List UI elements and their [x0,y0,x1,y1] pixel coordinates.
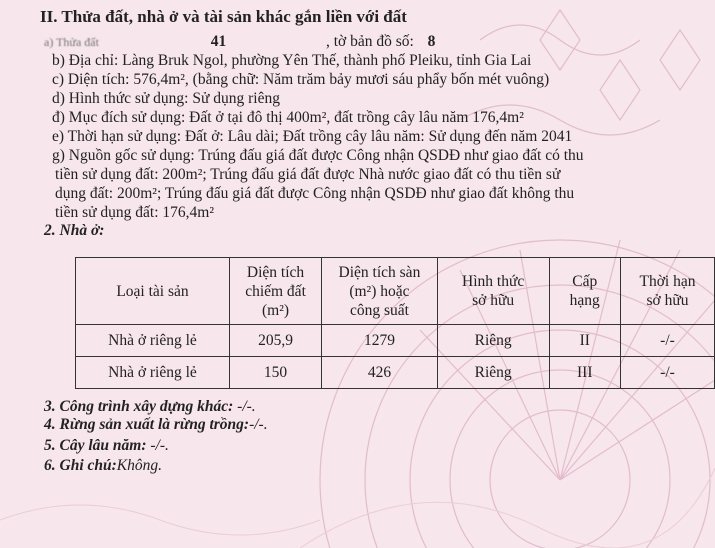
forest-line [44,416,268,434]
note-value: Không. [116,457,162,474]
origin-line: tiền sử dụng đất: 200m²; Trúng đấu giá đất được Nhà nước giao đất có thu tiền sử [55,166,561,183]
usage-form-line: d) Hình thức sử dụng: Sử dụng riêng [52,90,280,107]
cell-ownership-term: -/- [620,357,714,389]
origin-line: g) Nguồn gốc sử dụng: Trúng đấu giá đất được Công nhận QSDĐ như giao đất có thu [52,147,584,164]
cell-land-area: 205,9 [229,325,321,357]
term-line: e) Thời hạn sử dụng: Đất ở: Lâu dài; Đất trồng cây lâu năm: Sử dụng đến năm 2041 [52,128,573,145]
cell-land-area: 150 [229,357,321,389]
table-header-row [76,258,715,325]
note-label: 6. Ghi chú: [44,457,117,474]
cell-asset-type: Nhà ở riêng lẻ [76,325,230,357]
table-row [76,325,715,357]
cell-floor-area: 1279 [322,325,438,357]
header-ownership-term: Thời hạn sở hữu [620,258,714,325]
housing-table [75,257,715,389]
origin-line: tiền sử dụng đất: 176,4m² [55,204,214,221]
parcel-number: 41 [210,33,227,50]
cell-grade: II [549,325,620,357]
table-row [76,357,715,389]
perennial-line [44,437,169,455]
forest-label: 4. Rừng sản xuất là rừng trồng: [44,416,250,433]
area-line: c) Diện tích: 576,4m², (bằng chữ: Năm trăm bảy mươi sáu phẩy bốn mét vuông) [52,71,550,88]
header-asset-type: Loại tài sản [76,258,230,325]
note-line [44,457,162,475]
cell-ownership-form: Riêng [437,325,549,357]
header-ownership-form: Hình thức sở hữu [437,258,549,325]
parcel-line [44,33,435,51]
other-works-line [44,398,256,416]
cell-ownership-term: -/- [620,325,714,357]
parcel-label: a) Thửa đất [44,35,99,49]
housing-section-title: 2. Nhà ở: [44,222,105,239]
origin-line: dụng đất: 200m²; Trúng đấu giá đất được Công nhận QSDĐ như giao đất không thu [55,185,575,202]
purpose-line: đ) Mục đích sử dụng: Đất ở tại đô thị 400m², đất trồng cây lâu năm 176,4m² [52,109,524,126]
address-line: b) Địa chỉ: Làng Bruk Ngol, phường Yên Thế, thành phố Pleiku, tỉnh Gia Lai [52,52,532,69]
header-grade: Cấp hạng [549,258,620,325]
cell-ownership-form: Riêng [437,357,549,389]
cell-grade: III [549,357,620,389]
perennial-label: 5. Cây lâu năm: [44,437,147,454]
map-sheet-number: 8 [427,33,436,50]
forest-value: -/-. [249,416,268,433]
perennial-value: -/-. [146,437,169,454]
map-sheet-label: , tờ bản đồ số: [325,33,414,50]
other-works-value: -/-. [233,398,256,415]
cell-floor-area: 426 [322,357,438,389]
section-heading: II. Thửa đất, nhà ở và tài sản khác gắn liền với đất [40,7,407,26]
other-works-label: 3. Công trình xây dựng khác: [44,398,234,415]
header-land-area: Diện tích chiếm đất (m²) [229,258,321,325]
header-floor-area: Diện tích sàn (m²) hoặc công suất [322,258,438,325]
cell-asset-type: Nhà ở riêng lẻ [76,357,230,389]
